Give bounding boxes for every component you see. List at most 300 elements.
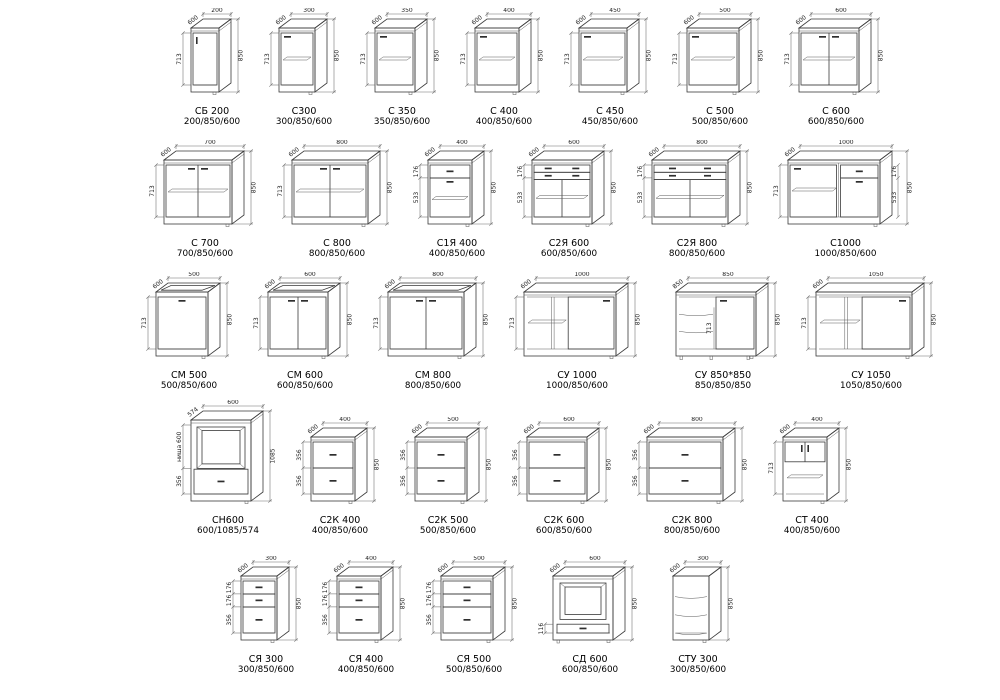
cabinet-С-700 xyxy=(148,140,262,260)
cabinet-caption xyxy=(263,106,345,128)
dim-label: 356 xyxy=(632,449,640,461)
dim-label: 850 xyxy=(226,313,234,326)
handle-icon xyxy=(356,587,363,589)
cabinet-СЯ-300 xyxy=(225,556,307,676)
cabinet-СТУ-300 xyxy=(657,556,739,676)
dim-label: 600 xyxy=(668,562,682,575)
cabinet-drawing xyxy=(295,417,385,513)
dim-label: 800 xyxy=(691,417,703,423)
dim-label: 850 xyxy=(645,49,653,62)
cabinet-size: 400/850/600 xyxy=(311,526,369,537)
dim-label: 850 xyxy=(774,313,782,326)
dim-label: 600 xyxy=(527,146,541,159)
cabinet-СУ-850*850 xyxy=(660,272,786,392)
cabinet-drawing xyxy=(459,8,549,104)
dim-label: 850 xyxy=(741,458,749,471)
cabinet-drawing xyxy=(631,417,753,513)
handle-icon xyxy=(603,300,610,302)
dim-label: 850 xyxy=(930,313,938,326)
cabinet-drawing xyxy=(660,272,786,368)
cabinet-caption xyxy=(537,654,643,676)
cabinet-code: С2Я 600 xyxy=(548,238,590,249)
cabinet-code: С 350 xyxy=(388,106,416,117)
cabinet-С2К-600 xyxy=(511,417,617,537)
cabinet-СЯ-400 xyxy=(321,556,411,676)
dim-label: 600 xyxy=(563,417,575,423)
cabinet-caption xyxy=(772,238,919,260)
dim-label: 600 xyxy=(682,14,696,27)
cabinet-caption xyxy=(399,515,497,537)
dim-label: 300 xyxy=(697,556,709,562)
cabinet-drawing xyxy=(772,140,919,236)
cabinet-code: С 600 xyxy=(822,106,850,117)
cabinet-drawing xyxy=(321,556,411,652)
dim-label: 850 xyxy=(605,458,613,471)
cabinet-size: 600/1085/574 xyxy=(197,526,259,537)
cabinet-drawing xyxy=(372,272,494,368)
cabinet-С2Я-600 xyxy=(516,140,622,260)
cabinet-caption xyxy=(783,106,889,128)
dim-label: 713 xyxy=(784,53,792,65)
dim-label: 713 xyxy=(373,317,381,329)
dim-label: 713 xyxy=(768,462,776,474)
dim-label: 850 xyxy=(386,181,394,194)
row-1 xyxy=(175,8,889,128)
handle-icon xyxy=(554,480,561,482)
handle-icon xyxy=(682,480,689,482)
cabinet-caption xyxy=(140,370,238,392)
dim-label: 713 xyxy=(564,53,572,65)
dim-label: 713 xyxy=(773,185,781,197)
cabinet-caption xyxy=(175,515,281,537)
cabinet-caption xyxy=(459,106,549,128)
dim-label: 176 xyxy=(322,581,330,594)
cabinet-С2Я-800 xyxy=(636,140,758,260)
cabinet-code: С2Я 800 xyxy=(676,238,718,249)
dim-label: 713 xyxy=(509,317,517,329)
dim-label: 600 xyxy=(835,8,847,14)
cabinet-code: СУ 1050 xyxy=(851,370,891,381)
dim-label: 200 xyxy=(211,8,223,14)
handle-icon xyxy=(438,454,445,456)
cabinet-size: 500/850/600 xyxy=(691,117,749,128)
cabinet-caption xyxy=(295,515,385,537)
cabinet-drawing xyxy=(175,400,281,513)
dim-label: 850 xyxy=(757,49,765,62)
handle-icon xyxy=(669,168,676,170)
cabinet-caption xyxy=(631,515,753,537)
dim-label: 500 xyxy=(473,556,485,562)
cabinet-drawing xyxy=(412,140,502,236)
dim-label: 850 xyxy=(482,313,490,326)
dim-label: 600 xyxy=(811,278,825,291)
dim-label: 800 xyxy=(336,140,348,146)
cabinet-code: С2К 400 xyxy=(319,515,361,526)
cabinet-caption xyxy=(516,238,622,260)
dim-label: 533 xyxy=(413,191,421,204)
cabinet-code: С300 xyxy=(291,106,317,117)
cabinet-size: 800/850/600 xyxy=(663,526,721,537)
handle-icon xyxy=(447,181,454,183)
cabinet-code: СЯ 500 xyxy=(456,654,492,665)
dim-label: 600 xyxy=(423,146,437,159)
dim-label: 356 xyxy=(632,475,640,487)
cabinet-caption xyxy=(276,238,398,260)
dim-label: 850 xyxy=(346,313,354,326)
handle-icon xyxy=(356,619,363,621)
dim-label: 533 xyxy=(637,191,645,204)
row-3 xyxy=(140,272,942,392)
dim-label: 600 xyxy=(568,140,580,146)
dim-label: 356 xyxy=(296,449,304,461)
handle-icon xyxy=(899,300,906,302)
dim-label: 356 xyxy=(296,475,304,487)
dim-label: 713 xyxy=(360,53,368,65)
dim-label: 600 xyxy=(436,562,450,575)
dim-label: 600 xyxy=(332,562,346,575)
cabinet-size: 300/850/600 xyxy=(669,665,727,676)
dim-label: 1000 xyxy=(838,140,854,146)
cabinet-code: СУ 1000 xyxy=(557,370,597,381)
dim-label: 176 xyxy=(890,165,898,178)
dim-label: 713 xyxy=(141,317,149,329)
dim-label: 600 xyxy=(522,423,536,436)
dim-label: 600 xyxy=(548,562,562,575)
dim-label: 176 xyxy=(413,165,421,178)
cabinet-С300 xyxy=(263,8,345,128)
dim-label: 300 xyxy=(265,556,277,562)
dim-label: ниша 600 xyxy=(176,431,184,462)
cabinet-С2К-500 xyxy=(399,417,497,537)
dim-label: 533 xyxy=(890,191,898,204)
cabinet-СТ-400 xyxy=(767,417,857,537)
dim-label: 713 xyxy=(253,317,261,329)
dim-label: 713 xyxy=(149,185,157,197)
cabinet-С1Я-400 xyxy=(412,140,502,260)
handle-icon xyxy=(464,600,471,602)
dim-label: 600 xyxy=(642,423,656,436)
cabinet-size: 400/850/600 xyxy=(337,665,395,676)
dim-label: 600 xyxy=(159,146,173,159)
dim-label: 700 xyxy=(204,140,216,146)
dim-label: 713 xyxy=(672,53,680,65)
handle-icon xyxy=(807,445,809,452)
handle-icon xyxy=(284,36,291,38)
cabinet-caption xyxy=(563,106,657,128)
cabinet-size: 600/850/600 xyxy=(561,665,619,676)
cabinet-caption xyxy=(175,106,249,128)
dim-label: 850 xyxy=(333,49,341,62)
handle-icon xyxy=(480,36,487,38)
cabinet-code: СЯ 400 xyxy=(348,654,384,665)
cabinet-drawing xyxy=(511,417,617,513)
dim-label: 850 xyxy=(490,181,498,194)
cabinet-drawing xyxy=(425,556,523,652)
cabinet-size: 1050/850/600 xyxy=(840,381,902,392)
cabinet-drawing xyxy=(148,140,262,236)
dim-label: 600 xyxy=(151,278,165,291)
row-4 xyxy=(175,400,857,537)
handle-icon xyxy=(333,168,340,170)
cabinet-size: 300/850/600 xyxy=(275,117,333,128)
dim-label: 356 xyxy=(226,614,234,626)
cabinet-drawing xyxy=(508,272,646,368)
dim-label: 1050 xyxy=(868,272,884,278)
cabinet-size: 600/850/600 xyxy=(276,381,334,392)
cabinet-drawing xyxy=(225,556,307,652)
cabinet-drawing xyxy=(671,8,769,104)
cabinet-size: 1000/850/600 xyxy=(814,249,877,260)
cabinet-caption xyxy=(636,238,758,260)
cabinet-code: СУ 850*850 xyxy=(694,370,752,381)
dim-label: 850 xyxy=(433,49,441,62)
dim-label: 600 xyxy=(794,14,808,27)
dim-label: 600 xyxy=(274,14,288,27)
handle-icon xyxy=(720,300,727,302)
cabinet-code: С2К 600 xyxy=(543,515,585,526)
handle-icon xyxy=(288,300,295,302)
cabinet-drawing xyxy=(399,417,497,513)
handle-icon xyxy=(801,445,803,452)
cabinet-code: С1000 xyxy=(830,238,861,249)
dim-label: 850 xyxy=(671,278,685,291)
dim-label: 713 xyxy=(801,317,809,329)
cabinet-code: СЯ 300 xyxy=(248,654,284,665)
cabinet-code: СМ 600 xyxy=(287,370,323,381)
cabinet-С-800 xyxy=(276,140,398,260)
dim-label: 850 xyxy=(877,49,885,62)
dim-label: 600 xyxy=(383,278,397,291)
handle-icon xyxy=(704,175,711,177)
cabinet-caption xyxy=(148,238,262,260)
dim-label: 500 xyxy=(719,8,731,14)
dim-label: 356 xyxy=(322,614,330,626)
dim-label: 1000 xyxy=(574,272,590,278)
cabinet-drawing xyxy=(359,8,445,104)
cabinet-code: С2К 500 xyxy=(427,515,469,526)
handle-icon xyxy=(438,480,445,482)
dim-label: 400 xyxy=(503,8,515,14)
cabinet-СМ-800 xyxy=(372,272,494,392)
dim-label: 356 xyxy=(400,475,408,487)
dim-label: 850 xyxy=(373,458,381,471)
cabinet-size: 600/850/600 xyxy=(540,249,598,260)
cabinet-size: 600/850/600 xyxy=(535,526,593,537)
cabinet-caption xyxy=(508,370,646,392)
cabinet-СМ-500 xyxy=(140,272,238,392)
cabinet-caption xyxy=(767,515,857,537)
cabinet-caption xyxy=(359,106,445,128)
cabinet-caption xyxy=(511,515,617,537)
dim-label: 533 xyxy=(517,191,525,204)
cabinet-СУ-1050 xyxy=(800,272,942,392)
cabinet-size: 800/850/600 xyxy=(404,381,462,392)
dim-label: 600 xyxy=(227,400,239,406)
cabinet-drawing xyxy=(175,8,249,104)
cabinet-drawing xyxy=(276,140,398,236)
dim-label: 850 xyxy=(537,49,545,62)
cabinet-code: СТУ 300 xyxy=(678,654,718,665)
handle-icon xyxy=(572,175,579,177)
dim-label: 713 xyxy=(176,53,184,65)
cabinet-caption xyxy=(412,238,502,260)
handle-icon xyxy=(201,168,208,170)
handle-icon xyxy=(669,175,676,177)
handle-icon xyxy=(330,480,337,482)
cabinet-code: СМ 500 xyxy=(171,370,207,381)
dim-label: 600 xyxy=(470,14,484,27)
cabinet-code: СД 600 xyxy=(572,654,608,665)
handle-icon xyxy=(682,454,689,456)
cabinet-size: 700/850/600 xyxy=(176,249,234,260)
cabinet-size: 200/850/600 xyxy=(183,117,241,128)
dim-label: 500 xyxy=(188,272,200,278)
dim-label: 600 xyxy=(287,146,301,159)
dim-label: 600 xyxy=(304,272,316,278)
handle-icon xyxy=(464,587,471,589)
dim-label: 850 xyxy=(250,181,258,194)
cabinet-size: 500/850/600 xyxy=(419,526,477,537)
dim-label: 850 xyxy=(906,181,914,194)
cabinet-drawing xyxy=(252,272,358,368)
handle-icon xyxy=(320,168,327,170)
cabinet-drawing xyxy=(263,8,345,104)
cabinet-drawing xyxy=(140,272,238,368)
dim-label: 356 xyxy=(512,449,520,461)
cabinet-size: 800/850/600 xyxy=(308,249,366,260)
cabinet-drawing xyxy=(636,140,758,236)
cabinet-СД-600 xyxy=(537,556,643,676)
handle-icon xyxy=(584,36,591,38)
handle-icon xyxy=(580,628,587,630)
dim-label: 400 xyxy=(365,556,377,562)
cabinet-СБ-200 xyxy=(175,8,249,128)
handle-icon xyxy=(692,36,699,38)
dim-label: 600 xyxy=(519,278,533,291)
dim-label: 600 xyxy=(783,146,797,159)
cabinet-СЯ-500 xyxy=(425,556,523,676)
dim-label: 356 xyxy=(176,475,184,487)
handle-icon xyxy=(464,619,471,621)
cabinet-size: 400/850/600 xyxy=(428,249,486,260)
handle-icon xyxy=(545,168,552,170)
dim-label: 176 xyxy=(637,165,645,178)
dim-label: 176 xyxy=(426,594,434,607)
cabinet-caption xyxy=(657,654,739,676)
dim-label: 850 xyxy=(237,49,245,62)
handle-icon xyxy=(416,300,423,302)
dim-label: 800 xyxy=(432,272,444,278)
cabinet-caption xyxy=(425,654,523,676)
dim-label: 600 xyxy=(574,14,588,27)
dim-label: 176 xyxy=(226,594,234,607)
cabinet-caption xyxy=(800,370,942,392)
dim-label: 850 xyxy=(485,458,493,471)
cabinet-size: 800/850/600 xyxy=(668,249,726,260)
cabinet-size: 1000/850/600 xyxy=(546,381,608,392)
dim-label: 176 xyxy=(517,165,525,178)
dim-label: 850 xyxy=(722,272,734,278)
dim-label: 600 xyxy=(186,14,200,27)
dim-label: 850 xyxy=(634,313,642,326)
cabinet-С2К-800 xyxy=(631,417,753,537)
dim-label: 574 xyxy=(186,406,200,419)
dim-label: 400 xyxy=(339,417,351,423)
cabinet-С-500 xyxy=(671,8,769,128)
cabinet-caption xyxy=(225,654,307,676)
dim-label: 850 xyxy=(746,181,754,194)
cabinet-drawing xyxy=(657,556,739,652)
cabinet-size: 300/850/600 xyxy=(237,665,295,676)
cabinet-drawing xyxy=(783,8,889,104)
handle-icon xyxy=(256,587,263,589)
row-2 xyxy=(148,140,919,260)
handle-icon xyxy=(794,168,801,170)
cabinet-caption xyxy=(252,370,358,392)
dim-label: 850 xyxy=(295,597,303,610)
dim-label: 600 xyxy=(778,423,792,436)
cabinet-caption xyxy=(660,370,786,392)
dim-label: 850 xyxy=(610,181,618,194)
dim-label: 600 xyxy=(236,562,250,575)
cabinet-size: 400/850/600 xyxy=(475,117,533,128)
dim-label: 850 xyxy=(511,597,519,610)
cabinet-size: 500/850/600 xyxy=(160,381,218,392)
dim-label: 500 xyxy=(447,417,459,423)
handle-icon xyxy=(856,171,863,173)
cabinet-code: СБ 200 xyxy=(194,106,230,117)
cabinet-caption xyxy=(372,370,494,392)
dim-label: 713 xyxy=(264,53,272,65)
cabinet-code: С 800 xyxy=(323,238,351,249)
dim-label: 713 xyxy=(277,185,285,197)
cabinet-code: С1Я 400 xyxy=(436,238,478,249)
dim-label: 176 xyxy=(226,581,234,594)
dim-label: 356 xyxy=(512,475,520,487)
cabinet-С1000 xyxy=(772,140,919,260)
dim-label: 850 xyxy=(845,458,853,471)
dim-label: 800 xyxy=(696,140,708,146)
cabinet-СН600 xyxy=(175,400,281,537)
dim-label: 356 xyxy=(426,614,434,626)
handle-icon xyxy=(256,600,263,602)
handle-icon xyxy=(218,481,225,483)
dim-label: 713 xyxy=(460,53,468,65)
row-5 xyxy=(225,556,739,676)
cabinet-СУ-1000 xyxy=(508,272,646,392)
cabinet-drawing xyxy=(563,8,657,104)
handle-icon xyxy=(545,175,552,177)
handle-icon xyxy=(196,37,198,44)
dim-label: 350 xyxy=(401,8,413,14)
handle-icon xyxy=(330,454,337,456)
dim-label: 600 xyxy=(370,14,384,27)
dim-label: 600 xyxy=(306,423,320,436)
cabinet-size: 450/850/600 xyxy=(581,117,639,128)
handle-icon xyxy=(447,171,454,173)
cabinet-code: С 450 xyxy=(596,106,624,117)
cabinet-size: 400/850/600 xyxy=(783,526,841,537)
cabinet-code: С 700 xyxy=(191,238,219,249)
dim-label: 400 xyxy=(811,417,823,423)
cabinet-code: С 500 xyxy=(706,106,734,117)
dim-label: 600 xyxy=(410,423,424,436)
cabinet-С2К-400 xyxy=(295,417,385,537)
dim-label: 850 xyxy=(631,597,639,610)
handle-icon xyxy=(356,600,363,602)
handle-icon xyxy=(819,36,826,38)
handle-icon xyxy=(572,168,579,170)
